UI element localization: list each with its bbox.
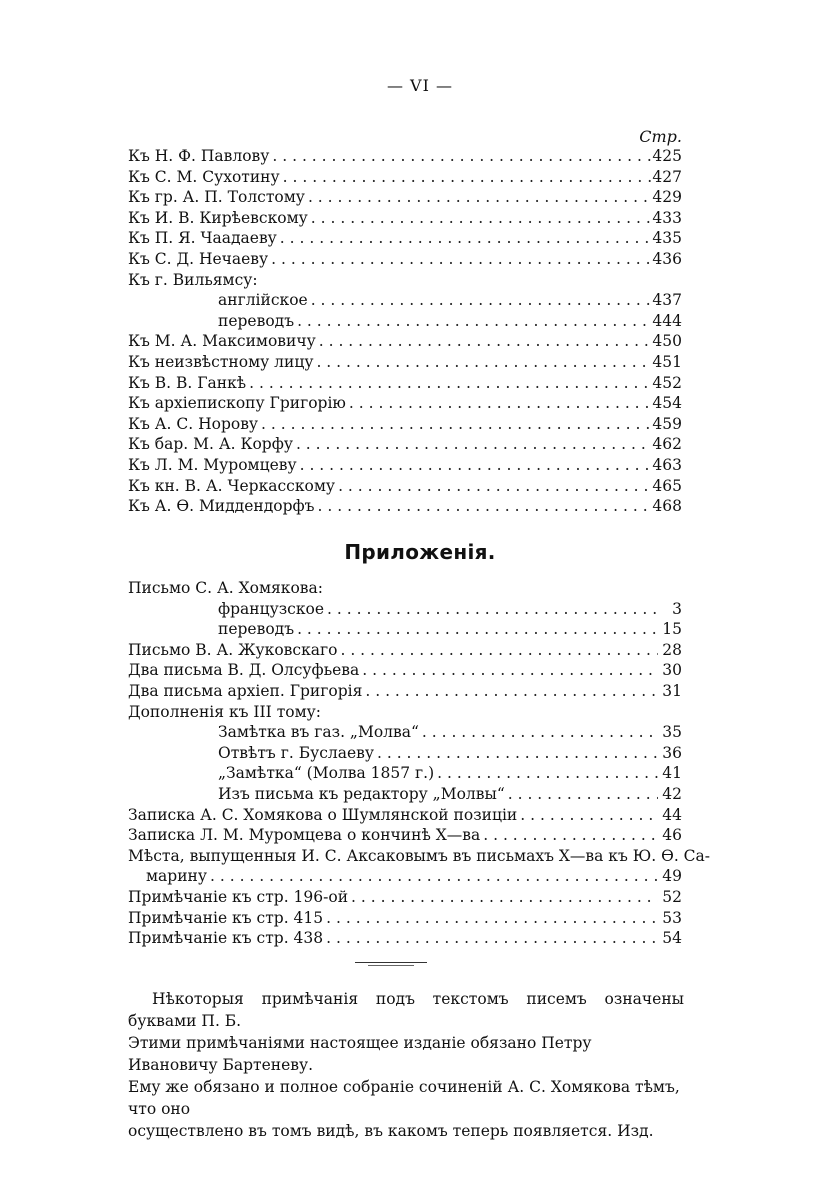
toc-entry xyxy=(128,887,682,907)
toc-entry-page: 427 xyxy=(652,167,682,186)
toc-entry-page: 444 xyxy=(652,311,682,330)
toc-entry-title: переводъ xyxy=(218,311,295,330)
toc-entry-page: 468 xyxy=(652,497,682,516)
toc-group-heading xyxy=(128,578,682,598)
toc-entry xyxy=(128,805,682,825)
toc-entry xyxy=(128,496,682,516)
toc-entry-title: Примѣчаніе къ стр. 438 xyxy=(128,929,324,948)
note-line: осуществлено въ томъ видѣ, въ какомъ теперь появляется. Изд. xyxy=(128,1122,654,1140)
toc-entry-title: Къ г. Вильямсу: xyxy=(128,270,258,289)
note-line: Этими примѣчаніями настоящее изданіе обязано Петру Ивановичу Бартеневу. xyxy=(128,1034,592,1074)
toc-entry-page: 36 xyxy=(662,743,682,762)
toc-entry-page: 451 xyxy=(652,353,682,371)
toc-entry-title: переводъ xyxy=(218,620,295,639)
toc-entry-title: Изъ письма къ редактору „Молвы“ xyxy=(218,785,505,803)
toc-entry xyxy=(128,908,682,928)
toc-entry-page: 41 xyxy=(662,764,682,783)
toc-entry-title: Мѣста, выпущенныя И. С. Аксаковымъ въ письмахъ Х—ва къ Ю. Ѳ. Са- xyxy=(128,846,711,865)
toc-entry-page: 465 xyxy=(652,476,682,495)
note-line: Ему же обязано и полное собраніе сочиненій А. С. Хомякова тѣмъ, что оно xyxy=(128,1078,680,1118)
toc-entry xyxy=(146,866,682,886)
toc-entry-page: 28 xyxy=(662,640,682,659)
toc-entry xyxy=(128,331,682,351)
toc-entry-title: Замѣтка въ газ. „Молва“ xyxy=(218,723,419,742)
toc-entry-title: Къ П. Я. Чаадаеву xyxy=(128,229,277,248)
toc-entry-title: Примѣчаніе къ стр. 415 xyxy=(128,908,324,927)
toc-entry-title: Записка А. С. Хомякова о Шумлянской позиціи xyxy=(128,805,518,824)
toc-entry-page: 459 xyxy=(652,414,682,433)
toc-entry-page: 44 xyxy=(662,805,682,824)
toc-entry-page: 54 xyxy=(662,929,682,948)
toc-entry-title: Записка Л. М. Муромцева о кончинѣ Х—ва xyxy=(128,826,481,845)
toc-entry-title: Къ В. В. Ганкѣ xyxy=(128,373,247,392)
toc-entry-page: 425 xyxy=(652,147,682,165)
toc-entry-page: 436 xyxy=(652,250,682,268)
toc-entry-title: Къ С. Д. Нечаеву xyxy=(128,250,269,268)
toc-entry-page: 433 xyxy=(652,208,682,227)
toc-entry-title: англійское xyxy=(218,291,308,310)
toc-entry-page: 49 xyxy=(662,867,682,886)
toc-entry-title: Къ С. М. Сухотину xyxy=(128,167,280,186)
toc-entry-title: Къ А. Ѳ. Миддендорфъ xyxy=(128,497,315,516)
toc-entry-title: Къ Н. Ф. Павлову xyxy=(128,147,270,165)
toc-entry xyxy=(128,228,682,248)
toc-entry-title: Къ И. В. Кирѣевскому xyxy=(128,208,308,227)
toc-entry-page: 46 xyxy=(662,826,682,845)
toc-entry xyxy=(218,722,682,742)
toc-entry-page: 15 xyxy=(662,620,682,639)
toc-entry xyxy=(128,146,682,166)
appendix-heading: Приложенія. xyxy=(344,540,496,564)
toc-entry xyxy=(218,743,682,763)
toc-entry-page: 463 xyxy=(652,456,682,474)
toc-entry-page: 462 xyxy=(652,435,682,454)
note-line: Нѣкоторыя примѣчанія подъ текстомъ писемъ означены буквами П. Б. xyxy=(128,990,684,1030)
toc-entry xyxy=(128,373,682,393)
toc-group-heading xyxy=(128,702,682,722)
toc-entry xyxy=(128,660,682,680)
toc-entry-title: Къ кн. В. А. Черкасскому xyxy=(128,476,336,495)
toc-entry-page: 454 xyxy=(652,394,682,413)
toc-entry-page: 42 xyxy=(662,785,682,803)
toc-entry-title: Къ Л. М. Муромцеву xyxy=(128,456,297,474)
toc-entry xyxy=(128,640,682,660)
toc-entry xyxy=(218,290,682,310)
toc-entry xyxy=(128,414,682,434)
toc-entry-title: Два письма В. Д. Олсуфьева xyxy=(128,661,360,680)
toc-entry-page: 35 xyxy=(662,723,682,742)
toc-entry xyxy=(218,599,682,619)
toc-entry-page: 3 xyxy=(672,599,682,618)
toc-entry-title: Къ А. С. Норову xyxy=(128,414,259,433)
toc-entry-title: „Замѣтка“ (Молва 1857 г.) xyxy=(218,764,435,783)
toc-entry xyxy=(128,393,682,413)
toc-entry-page: 435 xyxy=(652,229,682,248)
toc-entry-page: 53 xyxy=(662,908,682,927)
page-column-label: Стр. xyxy=(639,127,682,146)
divider xyxy=(355,962,427,963)
toc-entry xyxy=(128,208,682,228)
toc-entry-title: Отвѣтъ г. Буслаеву xyxy=(218,743,374,762)
toc-entry-title: Къ неизвѣстному лицу xyxy=(128,353,314,371)
page-number: — VI — xyxy=(386,76,454,95)
toc-entry xyxy=(218,784,682,804)
toc-entry xyxy=(218,619,682,639)
toc-entry-title: Два письма архіеп. Григорія xyxy=(128,682,363,700)
toc-entry-title: марину xyxy=(146,867,208,886)
toc-entry xyxy=(218,311,682,331)
toc-entry-page: 429 xyxy=(652,188,682,207)
editor-note xyxy=(128,988,684,1142)
toc-entry xyxy=(128,249,682,269)
toc-entry xyxy=(128,352,682,372)
toc-entry-title: Письмо С. А. Хомякова: xyxy=(128,579,323,597)
toc-entry-page: 30 xyxy=(662,661,682,680)
toc-entry-title: Къ бар. М. А. Корфу xyxy=(128,435,293,454)
toc-entry xyxy=(128,434,682,454)
toc-entry-title: Дополненія къ III тому: xyxy=(128,702,322,721)
toc-entry xyxy=(128,681,682,701)
toc-entry-title: Къ гр. А. П. Толстому xyxy=(128,188,305,207)
toc-entry xyxy=(128,187,682,207)
toc-entry-title: французское xyxy=(218,599,325,618)
toc-entry xyxy=(128,167,682,187)
toc-entry-continued xyxy=(128,846,711,866)
toc-entry-page: 450 xyxy=(652,332,682,351)
toc-entry-title: Письмо В. А. Жуковскаго xyxy=(128,640,338,659)
toc-entry-page: 31 xyxy=(662,682,682,700)
toc-entry-title: Къ архіепископу Григорію xyxy=(128,394,346,413)
toc-entry-page: 452 xyxy=(652,373,682,392)
toc-entry-page: 52 xyxy=(662,888,682,906)
toc-entry xyxy=(218,763,682,783)
toc-entry xyxy=(128,455,682,475)
toc-entry xyxy=(128,825,682,845)
toc-entry-title: Примѣчаніе къ стр. 196-ой xyxy=(128,888,349,906)
toc-group-heading xyxy=(128,270,682,290)
toc-entry xyxy=(128,476,682,496)
divider xyxy=(368,965,414,966)
toc-entry-title: Къ М. А. Максимовичу xyxy=(128,332,316,351)
toc-entry xyxy=(128,928,682,948)
toc-entry-page: 437 xyxy=(652,291,682,310)
